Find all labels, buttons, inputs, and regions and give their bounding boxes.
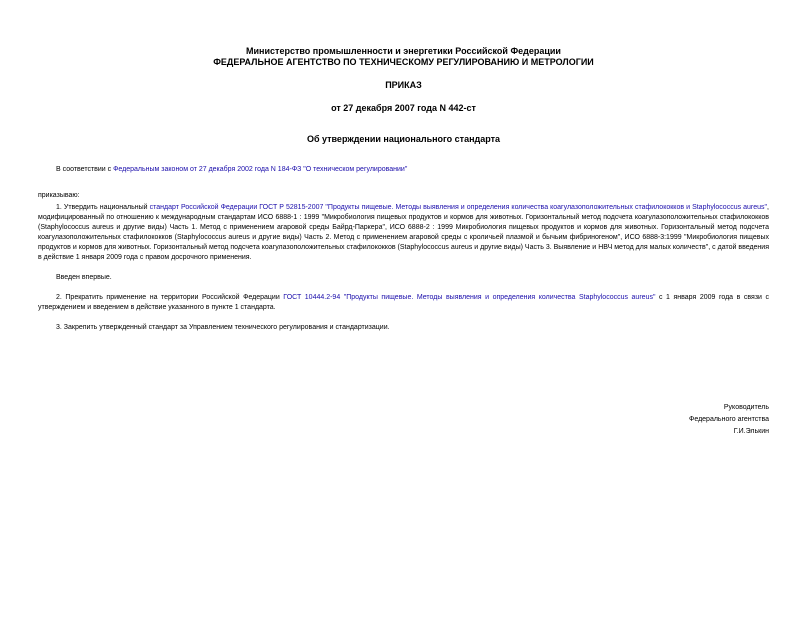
item-1-paragraph [38,203,769,263]
document-body [38,165,769,333]
signature-name: Г.И.Элькин [733,428,769,435]
document-subject: Об утверждении национального стандарта [306,134,501,144]
item-2-prefix: 2. Прекратить применение на территории Российской Федерации [56,294,284,301]
law-link[interactable]: Федеральным законом от 27 декабря 2002 года N 184-ФЗ "О техническом регулировании" [113,166,408,173]
item-1-rest: , модифицированный по отношению к международным стандартам ИСО 6888-1 : 1999 "Микробиология пищевых продуктов и кормов для животных. Горизонтальный метод подсчета коагулазоположительных стафилококков (Staphylococcus aureus и другие виды) Часть 1. Метод с применением агаровой среды Байрд-Паркера", ИСО 6888-2 : 1999 Микробиология пищевых продуктов и кормов для животных. Горизонтальный метод подсчета коагулазоположительных стафилококков (Staphylococcus aureus и другие виды) Часть 2. Метод с применением агаровой среды с кроличьей плазмой и бычьим фибриногеном", ИСО 6888-3:1999 "Микробиология пищевых продуктов и кормов для животных. Горизонтальный метод подсчета коагулазоположительных стафилококков (Staphylococcus aureus и другие виды) Часть 3. Выявление и НВЧ метод для малых количеств", с датой введения в действие 1 января 2009 года с правом досрочного применения. [38,204,769,261]
document-date: от 27 декабря 2007 года N 442-ст [331,103,476,113]
agency-title: ФЕДЕРАЛЬНОЕ АГЕНТСТВО ПО ТЕХНИЧЕСКОМУ РЕГУЛИРОВАНИЮ И МЕТРОЛОГИИ [213,57,594,67]
item-2-rest: с 1 января 2009 года в связи с утверждением и введением в действие указанного в пункте 1 стандарта. [38,294,769,311]
ministry-title: Министерство промышленности и энергетики Российской Федерации [246,46,561,56]
document-type: ПРИКАЗ [385,80,422,90]
document-page [0,46,807,617]
document-header [38,46,769,145]
item-1-prefix: 1. Утвердить национальный [56,204,150,211]
preamble-prefix: В соответствии с [56,166,114,173]
standard-link-gost-r-52815[interactable]: стандарт Российской Федерации ГОСТ Р 52815-2007 "Продукты пищевые. Методы выявления и определения количества коагулазоположительных стафилококков и Staphylococcus aureus" [149,204,768,211]
standard-link-gost-10444[interactable]: ГОСТ 10444.2-94 "Продукты пищевые. Методы выявления и определения количества Staphylococcus aureus" [283,294,656,301]
decree-word: приказываю: [38,192,80,199]
introduced-note: Введен впервые. [56,274,112,281]
signature-position: Руководитель [723,404,769,411]
item-2-paragraph [38,293,769,313]
signature-block [689,402,769,438]
signature-organization: Федерального агентства [689,416,769,423]
preamble-paragraph [38,165,769,175]
item-3-paragraph: 3. Закрепить утвержденный стандарт за Управлением технического регулирования и стандартизации. [56,324,390,331]
